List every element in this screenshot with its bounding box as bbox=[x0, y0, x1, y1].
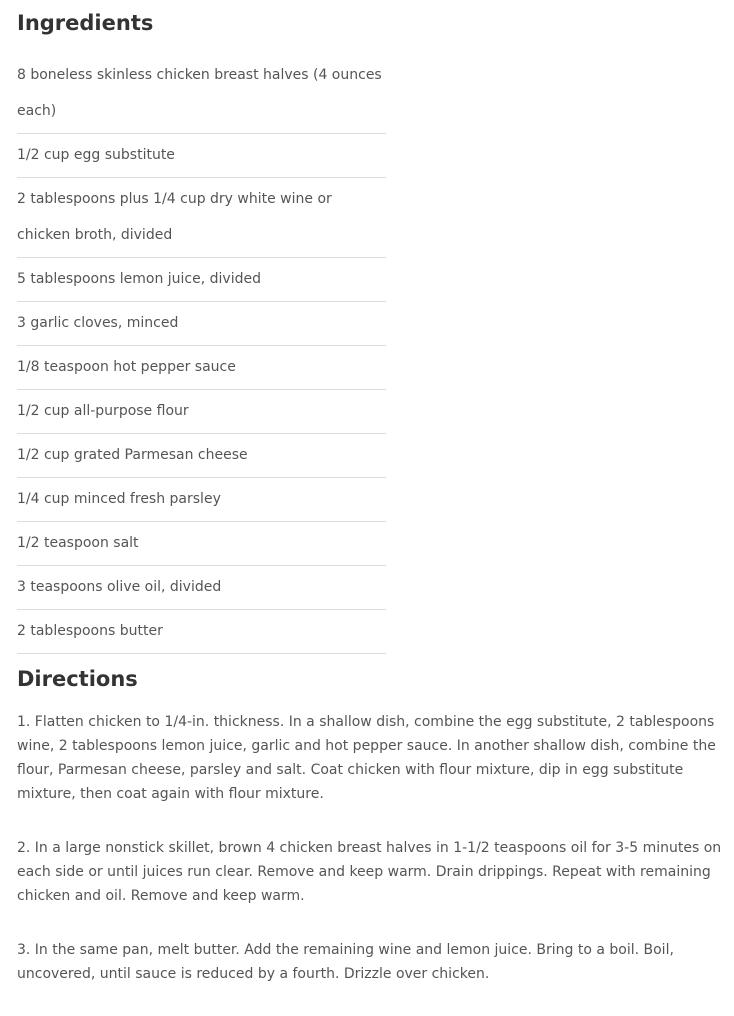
ingredient-item: 3 garlic cloves, minced bbox=[17, 302, 386, 346]
direction-step: 1. Flatten chicken to 1/4-in. thickness. In a shallow dish, combine the egg substitute, 2 tablespoons wine, 2 tablespoons lemon juice, garlic and hot pepper sauce. In another shallow dish, combine the flour, Parmesan cheese, parsley and salt. Coat chicken with flour mixture, dip in egg substitute mixture, then coat again with flour mixture. bbox=[17, 714, 716, 802]
direction-step: 3. In the same pan, melt butter. Add the remaining wine and lemon juice. Bring to a boil. Boil, uncovered, until sauce is reduced by a fourth. Drizzle over chicken. bbox=[17, 942, 674, 982]
ingredient-item: 2 tablespoons butter bbox=[17, 610, 386, 654]
ingredient-item: 1/2 cup all-purpose flour bbox=[17, 390, 386, 434]
ingredient-item: 1/2 cup egg substitute bbox=[17, 134, 386, 178]
ingredient-item: 1/8 teaspoon hot pepper sauce bbox=[17, 346, 386, 390]
directions-heading: Directions bbox=[17, 667, 138, 691]
directions-list bbox=[17, 710, 733, 1016]
ingredient-item: 1/2 cup grated Parmesan cheese bbox=[17, 434, 386, 478]
ingredient-item: 1/4 cup minced fresh parsley bbox=[17, 478, 386, 522]
ingredient-item: 3 teaspoons olive oil, divided bbox=[17, 566, 386, 610]
ingredient-item: 8 boneless skinless chicken breast halves (4 ounces each) bbox=[17, 54, 386, 134]
ingredient-item: 5 tablespoons lemon juice, divided bbox=[17, 258, 386, 302]
ingredients-heading: Ingredients bbox=[17, 11, 154, 35]
ingredient-item: 1/2 teaspoon salt bbox=[17, 522, 386, 566]
direction-step: 2. In a large nonstick skillet, brown 4 chicken breast halves in 1-1/2 teaspoons oil for 3-5 minutes on each side or until juices run clear. Remove and keep warm. Drain drippings. Repeat with remaining chicken and oil. Remove and keep warm. bbox=[17, 840, 722, 904]
ingredient-item: 2 tablespoons plus 1/4 cup dry white wine or chicken broth, divided bbox=[17, 178, 386, 258]
ingredients-list bbox=[17, 54, 386, 654]
